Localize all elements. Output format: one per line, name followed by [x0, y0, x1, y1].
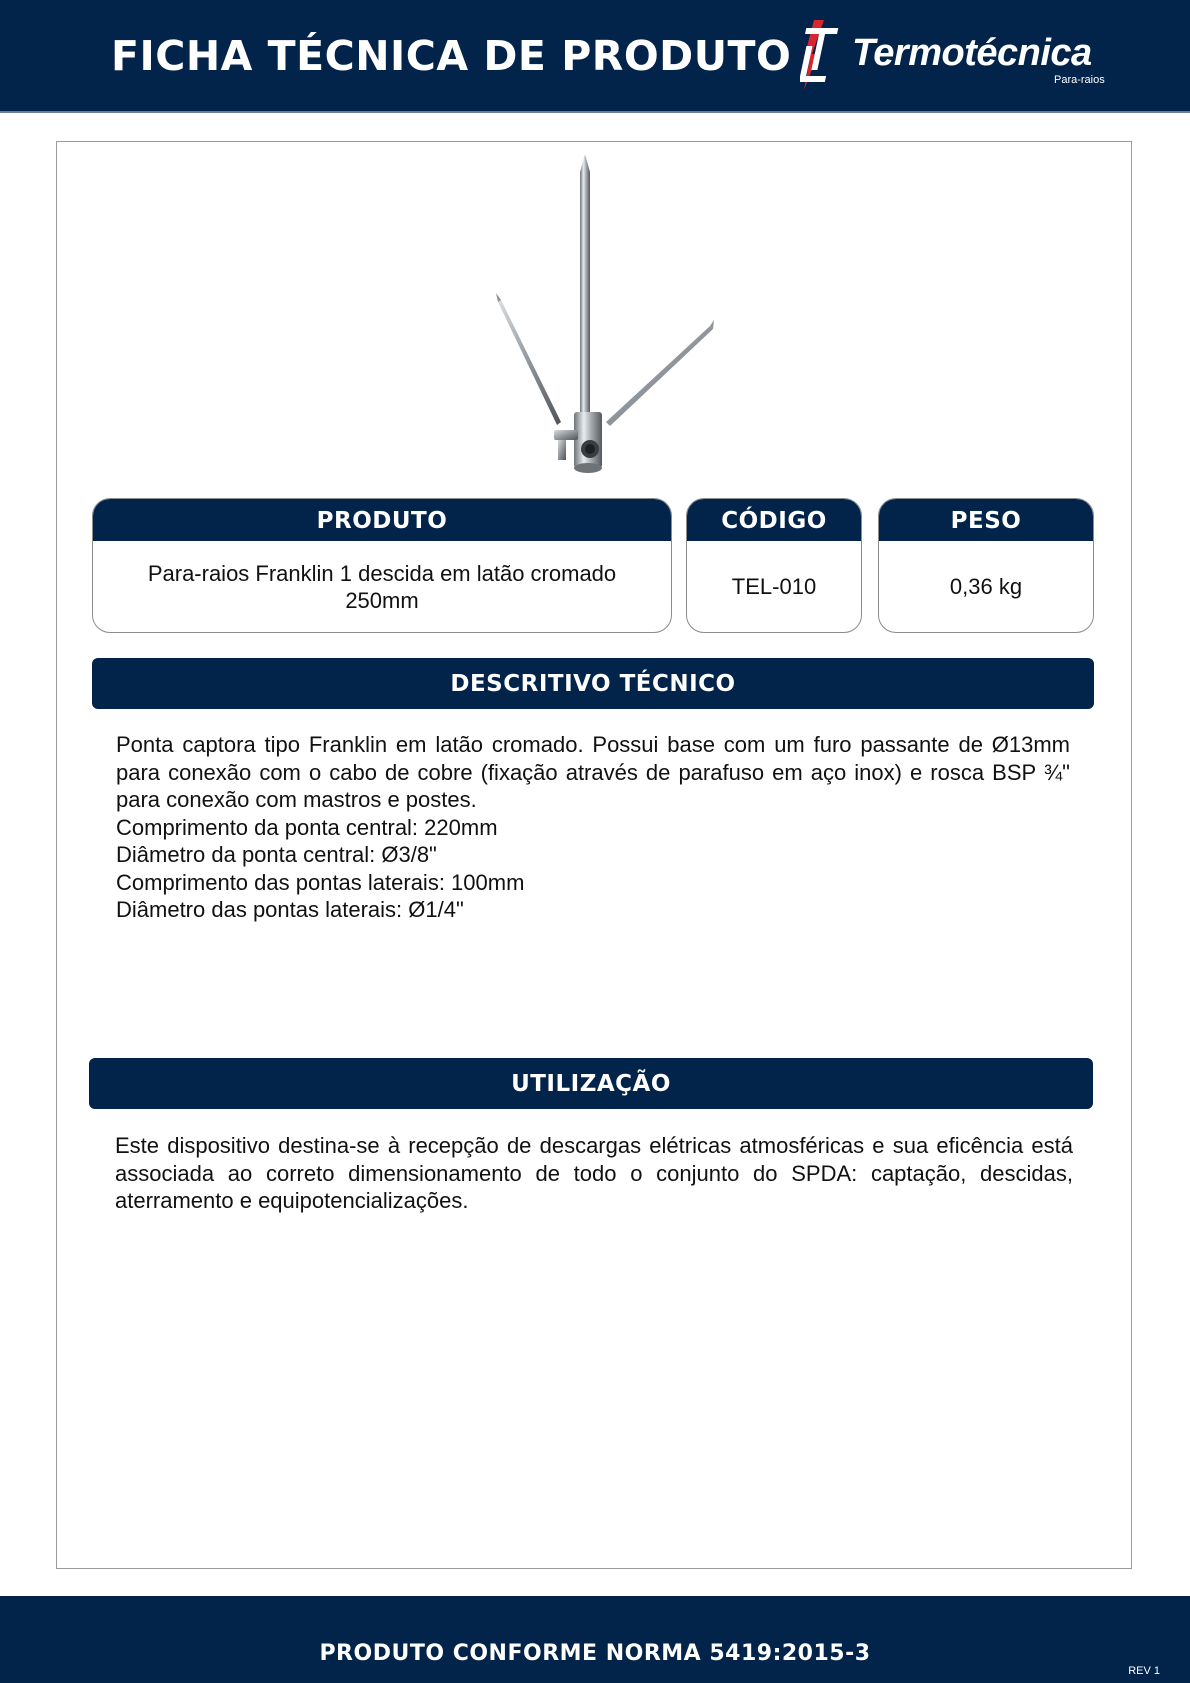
codigo-value: TEL-010 — [731, 574, 817, 599]
descritivo-heading: DESCRITIVO TÉCNICO — [92, 658, 1094, 709]
spec-line: Comprimento das pontas laterais: 100mm — [116, 869, 525, 895]
peso-value: 0,36 kg — [949, 574, 1023, 599]
descritivo-text — [116, 731, 1070, 924]
franklin-rod-image — [480, 150, 730, 490]
produto-card — [92, 498, 672, 633]
descritivo-paragraph: Ponta captora tipo Franklin em latão cromado. Possui base com um furo passante de Ø13mm para conexão com o cabo de cobre (fixação através de parafuso em aço inox) e rosca BSP ¾" para conexão com mastros e postes. — [116, 732, 1070, 812]
brand-logo — [800, 18, 1120, 94]
produto-label: PRODUTO — [93, 499, 671, 541]
norma-statement: PRODUTO CONFORME NORMA 5419:2015-3 — [319, 1641, 871, 1666]
peso-label: PESO — [879, 499, 1093, 541]
revision-label: REV 1 — [1128, 1665, 1160, 1677]
produto-value: Para-raios Franklin 1 descida em latão cromado 250mm — [147, 560, 617, 613]
peso-card — [878, 498, 1094, 633]
utilizacao-heading: UTILIZAÇÃO — [89, 1058, 1093, 1109]
spec-line: Diâmetro das pontas laterais: Ø1/4" — [116, 897, 464, 922]
footer-bar — [0, 1596, 1190, 1683]
brand-tagline: Para-raios — [1054, 74, 1105, 86]
utilizacao-text: Este dispositivo destina-se à recepção de descargas elétricas atmosféricas e sua eficência está associada ao correto dimensionamento de todo o conjunto do SPDA: captação, descidas, aterramento e equipotencializações. — [115, 1133, 1073, 1213]
tel-logo-mark-icon — [800, 20, 848, 90]
spec-line: Comprimento da ponta central: 220mm — [116, 814, 498, 840]
brand-name: Termotécnica — [852, 32, 1092, 74]
spec-line: Diâmetro da ponta central: Ø3/8" — [116, 842, 437, 867]
codigo-label: CÓDIGO — [687, 499, 861, 541]
page-title: FICHA TÉCNICA DE PRODUTO — [111, 32, 792, 80]
header-bar — [0, 0, 1190, 113]
codigo-card — [686, 498, 862, 633]
